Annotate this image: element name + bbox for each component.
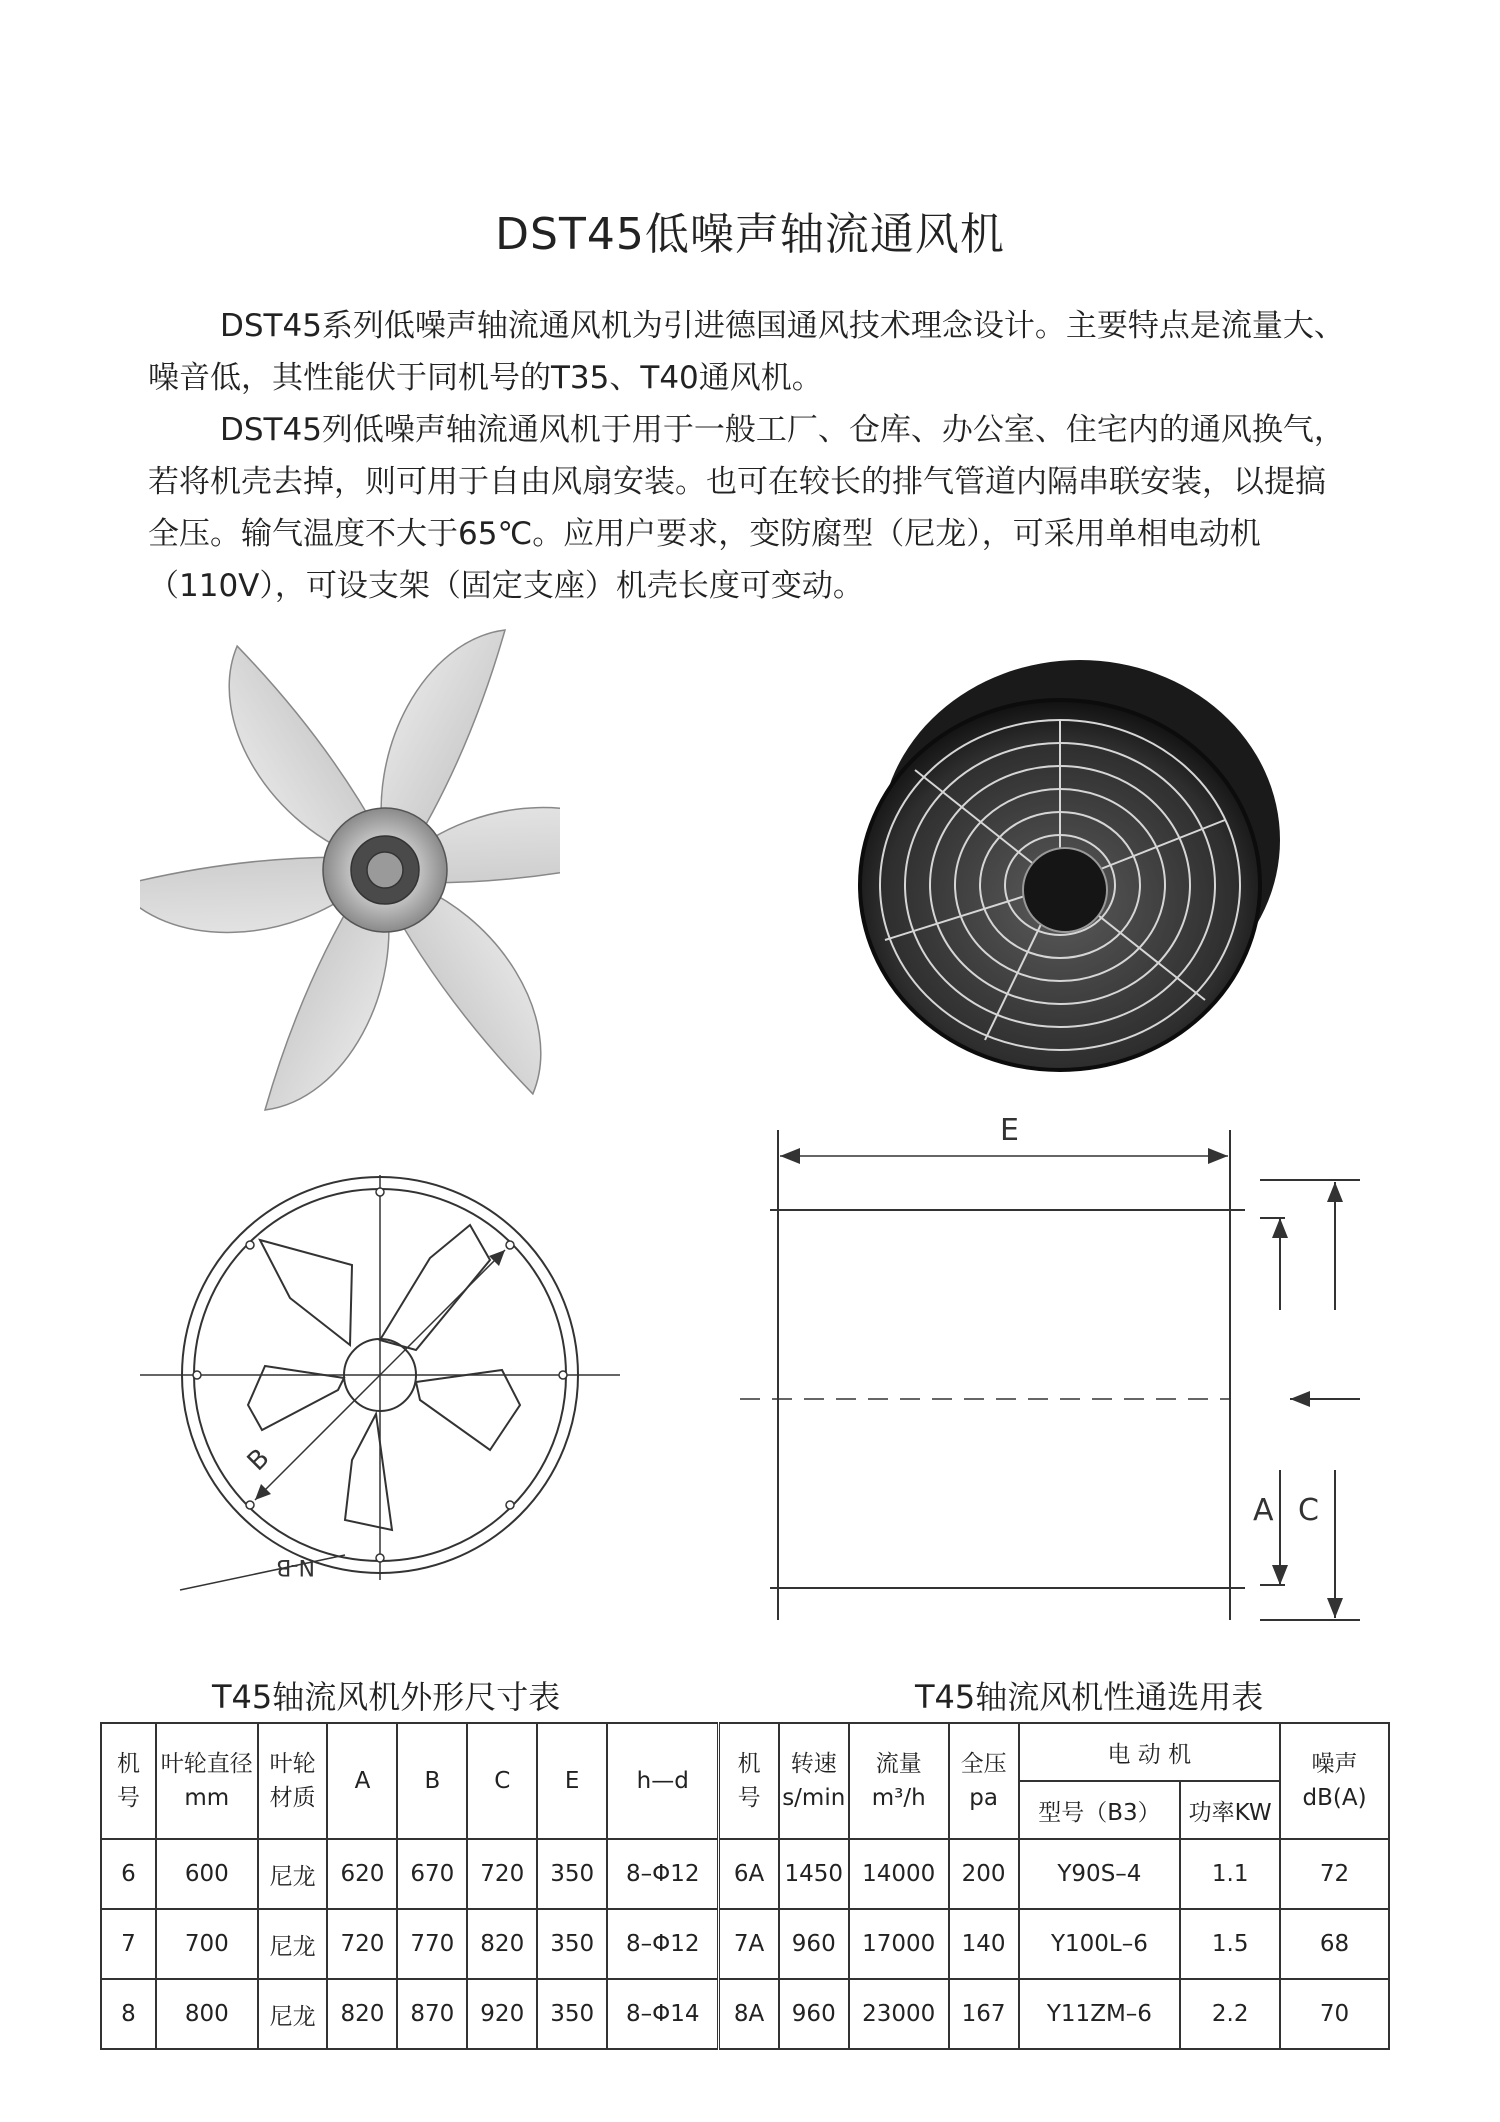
side-view-drawing [720,1110,1360,1630]
blade-outline [260,1240,352,1345]
table-row: 6 600 尼龙 620 670 720 350 8–Φ12 6A 1450 14000 200 Y90S–4 1.1 72 [101,1839,1389,1909]
col-header-h-d: h—d [607,1723,719,1839]
col-header-impeller-diameter: 叶轮直径 mm [156,1723,258,1839]
c-label: C [1298,1493,1319,1528]
fan-motor [1023,848,1107,932]
col-header-speed: 转速 s/min [779,1723,849,1839]
col-header-machine-no-2: 机 号 [719,1723,779,1839]
spec-table [100,1722,1390,2050]
col-header-e: E [537,1723,607,1839]
blade-outline [416,1370,520,1450]
col-header-b: B [397,1723,467,1839]
col-header-impeller-material: 叶轮 材质 [258,1723,328,1839]
col-header-pressure: 全压 pa [949,1723,1019,1839]
length-label: E [1000,1113,1019,1148]
intro-paragraph: DST45系列低噪声轴流通风机为引进德国通风技术理念设计。主要特点是流量大、噪音低，其性能伏于同机号的T35、T40通风机。 [148,308,1345,396]
front-view-drawing [140,1170,640,1640]
cased-fan-photo [825,640,1295,1080]
table-row: 8 800 尼龙 820 870 920 350 8–Φ14 8A 960 23000 167 Y11ZM–6 2.2 70 [101,1979,1389,2049]
performance-table-caption: T45轴流风机性通选用表 [915,1678,1264,1716]
col-header-a: A [327,1723,397,1839]
usage-paragraph: DST45列低噪声轴流通风机于用于一般工厂、仓库、办公室、住宅内的通风换气，若将机壳去掉，则可用于自由风扇安装。也可在较长的排气管道内隔串联安装，以提搞全压。输气温度不大于65℃。应用户要求，变防腐型（尼龙），可采用单相电动机（110V），可设支架（固定支座）机壳长度可变动。 [148,412,1345,604]
table-row: 7 700 尼龙 720 770 820 350 8–Φ12 7A 960 17000 140 Y100L–6 1.5 68 [101,1909,1389,1979]
dimensions-table-caption: T45轴流风机外形尺寸表 [212,1678,561,1716]
col-header-flow: 流量 m³/h [849,1723,949,1839]
a-label: A [1253,1493,1274,1528]
col-header-motor-model: 型号（B3） [1019,1781,1181,1839]
col-header-noise: 噪声 dB(A) [1280,1723,1389,1839]
col-header-motor: 电 动 机 [1019,1723,1281,1781]
col-header-c: C [467,1723,537,1839]
holes-label: N-B [276,1554,315,1579]
col-header-motor-power: 功率KW [1180,1781,1280,1839]
impeller-photo [140,620,560,1140]
blade-outline [345,1414,392,1530]
page-title: DST45低噪声轴流通风机 [495,209,1005,260]
diameter-label: B [241,1443,276,1477]
blade-outline [380,1225,490,1350]
col-header-machine-no: 机 号 [101,1723,156,1839]
